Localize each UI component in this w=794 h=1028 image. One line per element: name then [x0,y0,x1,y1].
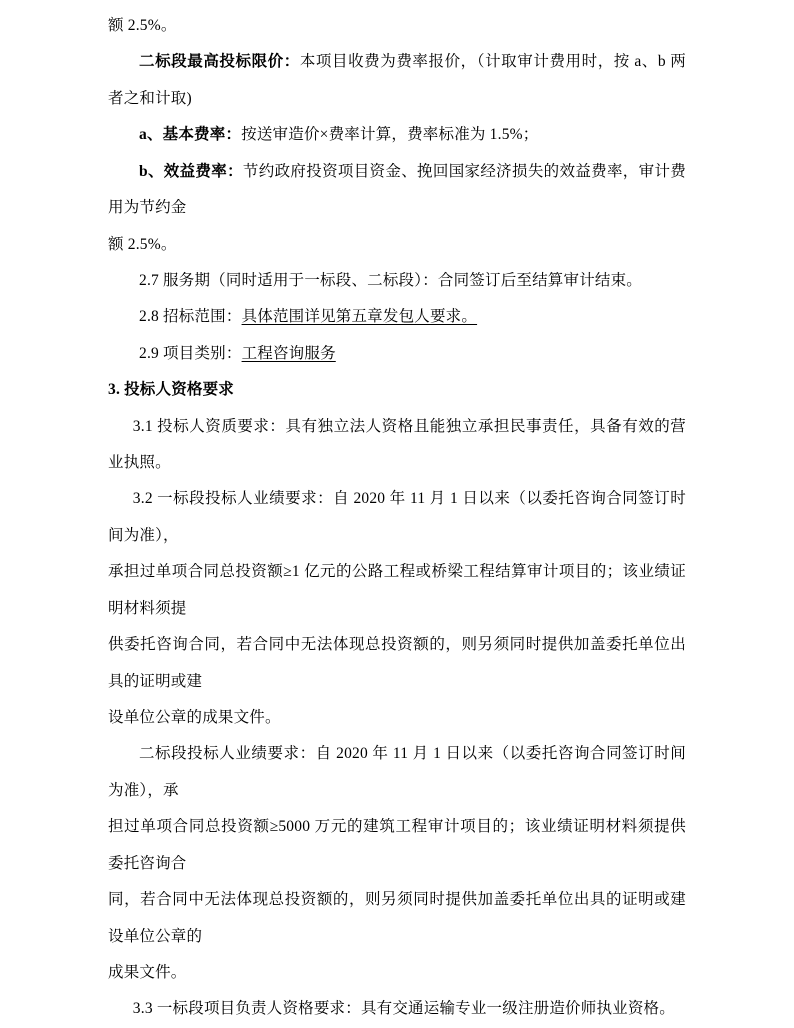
paragraph [108,882,686,955]
text-run: 同，若合同中无法体现总投资额的，则另须同时提供加盖委托单位出具的证明或建设单位公章的 [108,891,686,945]
text-run: 3.3 一标段项目负责人资格要求：具有交通运输专业一级注册造价师执业资格。 [132,1000,675,1018]
paragraph [108,627,686,700]
paragraph [108,991,686,1027]
paragraph [108,554,686,627]
paragraph [108,44,686,117]
text-run: 3.2 一标段投标人业绩要求：自 2020 年 11 月 1 日以来（以委托咨询合同签订时间为准）， [108,490,686,544]
paragraph [108,955,686,991]
text-run: 担过单项合同总投资额≥5000 万元的建筑工程审计项目的；该业绩证明材料须提供委托咨询合 [108,818,686,872]
paragraph [108,154,686,227]
text-run: 按送审造价×费率计算，费率标准为 1.5%； [241,126,539,144]
paragraph [108,409,686,482]
bold-text-run: a、基本费率： [139,126,242,144]
paragraph [108,700,686,736]
paragraph [108,299,686,335]
paragraph [108,336,686,372]
paragraph [108,809,686,882]
text-run: 2.7 服务期（同时适用于一标段、二标段）：合同签订后至结算审计结束。 [139,271,643,289]
text-run: 2.9 项目类别： [139,344,242,362]
paragraph [108,481,686,554]
text-run: 3.1 投标人资质要求：具有独立法人资格且能独立承担民事责任，具备有效的营业执照。 [108,417,686,472]
text-run: 本项目收费为费率报价，（计取审计费用时，按 a、b 两者之和计取) [108,53,686,107]
paragraph [108,117,686,153]
text-run: 设单位公章的成果文件。 [108,709,281,727]
text-run: 额 2.5%。 [108,235,177,253]
text-run: 节约政府投资项目资金、挽回国家经济损失的效益费率，审计费用为节约金 [108,162,686,217]
text-run: 二标段投标人业绩要求：自 2020 年 11 月 1 日以来（以委托咨询合同签订时间为准），承 [108,745,686,799]
underlined-text-run: 工程咨询服务 [241,344,336,362]
text-run: 供委托咨询合同，若合同中无法体现总投资额的，则另须同时提供加盖委托单位出具的证明或建 [108,636,686,690]
paragraph [108,736,686,809]
text-run: 额 2.5%。 [108,17,177,34]
bold-text-run: 3. 投标人资格要求 [108,381,235,399]
paragraph [108,372,686,408]
paragraph [108,8,686,44]
bold-text-run: b、效益费率： [139,162,243,180]
text-run: 2.8 招标范围： [139,308,242,326]
underlined-text-run: 具体范围详见第五章发包人要求。 [241,308,478,326]
document-body [108,8,686,1028]
text-run: 成果文件。 [108,963,187,981]
paragraph [108,263,686,299]
bold-text-run: 二标段最高投标限价： [139,53,300,71]
paragraph [108,227,686,263]
text-run: 承担过单项合同总投资额≥1 亿元的公路工程或桥梁工程结算审计项目的；该业绩证明材料须提 [108,563,686,617]
